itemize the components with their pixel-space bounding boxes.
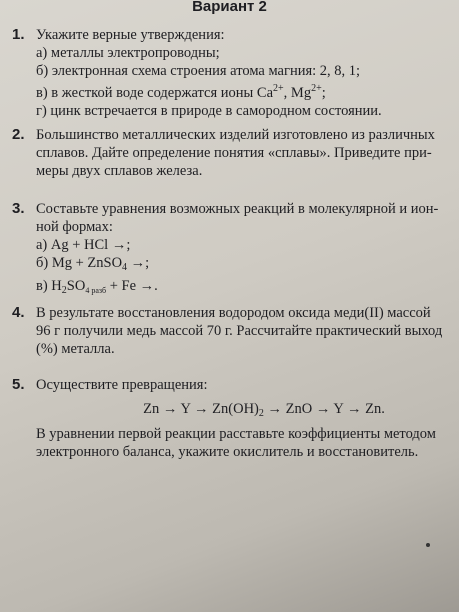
ion-separator: , Mg bbox=[283, 85, 312, 101]
task-text-line: меры двух сплавов железа. bbox=[36, 163, 203, 179]
pen-mark bbox=[426, 543, 430, 547]
variant-title: Вариант 2 bbox=[192, 0, 267, 15]
task-text-line: (%) металла. bbox=[36, 341, 115, 357]
reaction-text: в) H bbox=[36, 278, 62, 294]
task-number: 1. bbox=[12, 26, 25, 43]
option-text: в) в жесткой воде содержатся ионы Ca bbox=[36, 85, 274, 101]
task-text-line: Большинство металлических изделий изготовлено из различных bbox=[36, 127, 435, 143]
task-text-line: Осуществите превращения: bbox=[36, 377, 208, 393]
reaction-end: →; bbox=[127, 255, 150, 271]
task-number: 5. bbox=[12, 376, 25, 393]
task-text-line: Составьте уравнения возможных реакций в молекулярной и ион- bbox=[36, 201, 439, 217]
option-end: ; bbox=[321, 85, 326, 101]
task-text-line: В результате восстановления водородом оксида меди(II) массой bbox=[36, 305, 431, 321]
reaction-b bbox=[36, 254, 452, 277]
chain-text: Zn → Y → Zn(OH) bbox=[143, 401, 259, 417]
reaction-v bbox=[36, 277, 452, 300]
transformation-chain bbox=[76, 400, 452, 423]
subscript: 2 bbox=[258, 408, 264, 419]
task-text-line: электронного баланса, укажите окислитель и восстановитель. bbox=[36, 444, 419, 460]
task-number: 2. bbox=[12, 126, 25, 143]
task-text-line: 96 г получили медь массой 70 г. Рассчитайте практический выход bbox=[36, 323, 443, 339]
reaction-a: а) Ag + HCl →; bbox=[36, 237, 131, 253]
task-1 bbox=[12, 26, 452, 120]
chain-text: → ZnO → Y → Zn. bbox=[263, 401, 385, 417]
task-text-line: В уравнении первой реакции расставьте коэффициенты методом bbox=[36, 426, 436, 442]
ion-charge: 2+ bbox=[273, 83, 284, 94]
subscript: 2 bbox=[61, 285, 67, 296]
answer-option-v bbox=[36, 80, 452, 102]
task-text-line: ной формах: bbox=[36, 219, 113, 235]
task-number: 4. bbox=[12, 304, 25, 321]
ion-charge: 2+ bbox=[311, 83, 322, 94]
task-3 bbox=[12, 200, 452, 300]
reaction-text: б) Mg + ZnSO bbox=[36, 255, 123, 271]
task-2 bbox=[12, 126, 452, 180]
task-4 bbox=[12, 304, 452, 358]
answer-option-b: б) электронная схема строения атома магния: 2, 8, 1; bbox=[36, 63, 361, 79]
answer-option-a: а) металлы электропроводны; bbox=[36, 45, 220, 61]
task-5 bbox=[12, 376, 452, 461]
subscript: 4 разб bbox=[85, 286, 107, 295]
reaction-text: SO bbox=[66, 278, 86, 294]
subscript: 4 bbox=[122, 262, 128, 273]
answer-option-g: г) цинк встречается в природе в самородном состоянии. bbox=[36, 103, 382, 119]
task-text-line: сплавов. Дайте определение понятия «сплавы». Приведите при- bbox=[36, 145, 432, 161]
reaction-end: + Fe →. bbox=[106, 278, 158, 294]
task-number: 3. bbox=[12, 200, 25, 217]
task-text-line: Укажите верные утверждения: bbox=[36, 27, 225, 43]
